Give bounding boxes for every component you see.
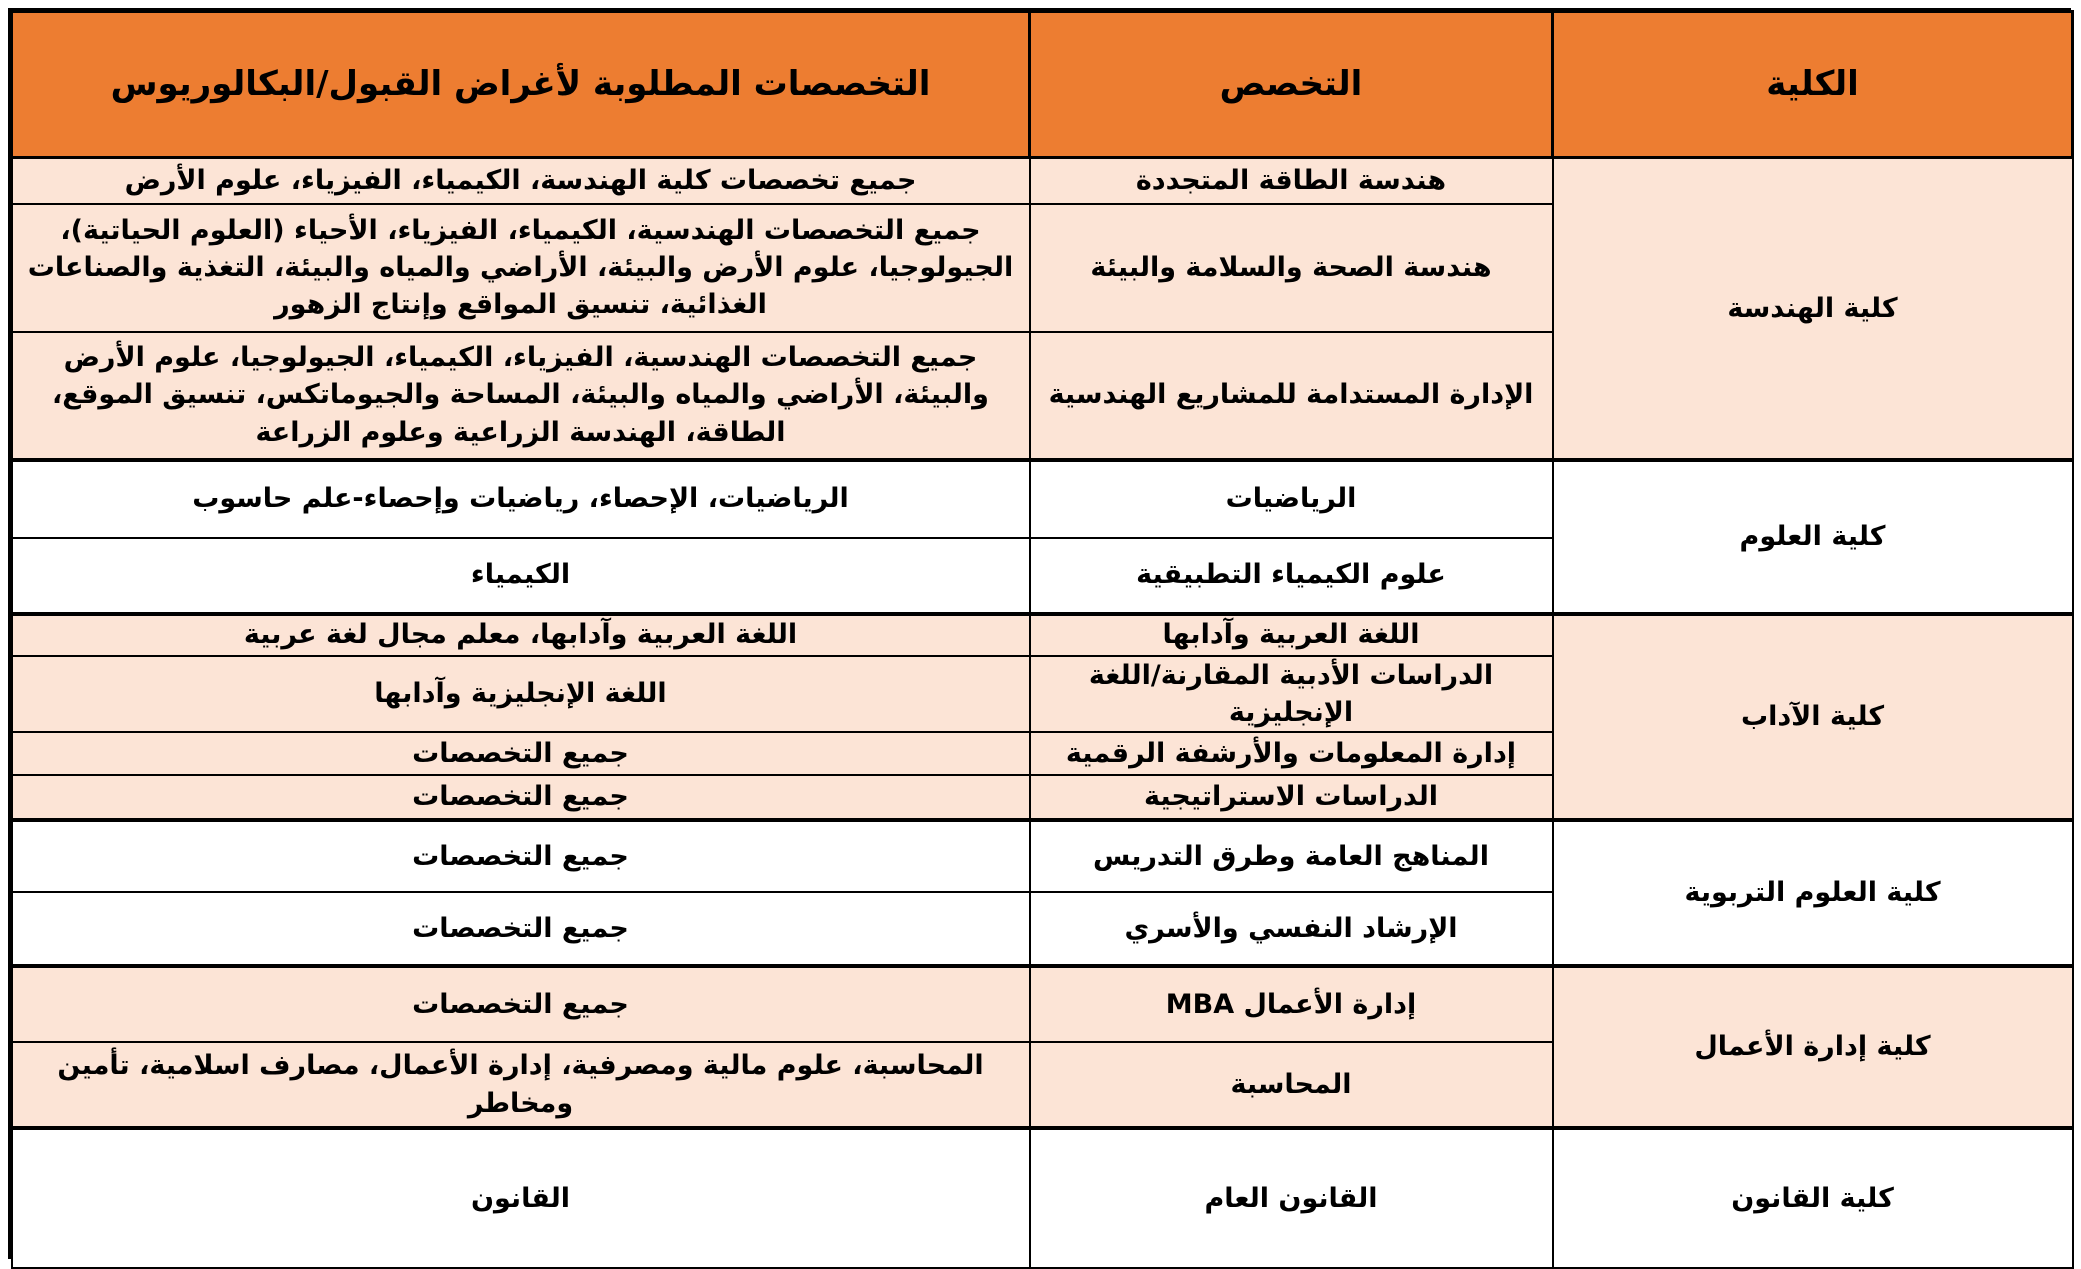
required-cell: جميع التخصصات الهندسية، الفيزياء، الكيمياء، الجيولوجيا، علوم الأرض والبيئة، الأراضي والمياه والبيئة، المساحة والجيوماتكس، تنسيق الموقع، الطاقة، الهندسة الزراعية وعلوم الزراعة: [12, 332, 1030, 460]
specialization-cell: إدارة الأعمال MBA: [1030, 966, 1553, 1042]
specialization-cell: المناهج العامة وطرق التدريس: [1030, 820, 1553, 892]
required-cell: جميع التخصصات: [12, 892, 1030, 966]
specialization-cell: هندسة الطاقة المتجددة: [1030, 158, 1553, 204]
specialization-cell: هندسة الصحة والسلامة والبيئة: [1030, 204, 1553, 332]
required-cell: اللغة العربية وآدابها، معلم مجال لغة عربية: [12, 614, 1030, 656]
header-specialization: التخصص: [1030, 12, 1553, 158]
specialization-cell: المحاسبة: [1030, 1042, 1553, 1128]
table-row: [12, 614, 2073, 656]
header-college: الكلية: [1553, 12, 2073, 158]
required-cell: القانون: [12, 1128, 1030, 1268]
required-cell: جميع التخصصات: [12, 775, 1030, 820]
specialization-cell: الدراسات الأدبية المقارنة/اللغة الإنجليزية: [1030, 656, 1553, 733]
specialization-cell: الدراسات الاستراتيجية: [1030, 775, 1553, 820]
specialization-cell: الإدارة المستدامة للمشاريع الهندسية: [1030, 332, 1553, 460]
required-cell: اللغة الإنجليزية وآدابها: [12, 656, 1030, 733]
required-cell: جميع تخصصات كلية الهندسة، الكيمياء، الفيزياء، علوم الأرض: [12, 158, 1030, 204]
required-cell: جميع التخصصات: [12, 732, 1030, 775]
specialization-cell: الرياضيات: [1030, 460, 1553, 538]
specialization-cell: الإرشاد النفسي والأسري: [1030, 892, 1553, 966]
college-cell: كلية الآداب: [1553, 614, 2073, 821]
college-cell: كلية القانون: [1553, 1128, 2073, 1268]
college-cell: كلية العلوم: [1553, 460, 2073, 614]
specialization-cell: اللغة العربية وآدابها: [1030, 614, 1553, 656]
required-cell: الكيمياء: [12, 538, 1030, 614]
required-cell: جميع التخصصات: [12, 820, 1030, 892]
required-cell: الرياضيات، الإحصاء، رياضيات وإحصاء-علم حاسوب: [12, 460, 1030, 538]
specialization-cell: علوم الكيمياء التطبيقية: [1030, 538, 1553, 614]
college-cell: كلية الهندسة: [1553, 158, 2073, 460]
table-row: [12, 820, 2073, 892]
specialization-cell: القانون العام: [1030, 1128, 1553, 1268]
college-cell: كلية إدارة الأعمال: [1553, 966, 2073, 1128]
admission-table: [10, 10, 2074, 1269]
header-required: التخصصات المطلوبة لأغراض القبول/البكالوريوس: [12, 12, 1030, 158]
table-row: [12, 1128, 2073, 1268]
required-cell: جميع التخصصات الهندسية، الكيمياء، الفيزياء، الأحياء (العلوم الحياتية)، الجيولوجيا، علوم الأرض والبيئة، الأراضي والمياه والبيئة، التغذية والصناعات الغذائية، تنسيق المواقع وإنتاج الزهور: [12, 204, 1030, 332]
specialization-cell: إدارة المعلومات والأرشفة الرقمية: [1030, 732, 1553, 775]
college-cell: كلية العلوم التربوية: [1553, 820, 2073, 966]
table-row: [12, 460, 2073, 538]
required-cell: جميع التخصصات: [12, 966, 1030, 1042]
table-row: [12, 966, 2073, 1042]
table-row: [12, 158, 2073, 204]
required-cell: المحاسبة، علوم مالية ومصرفية، إدارة الأعمال، مصارف اسلامية، تأمين ومخاطر: [12, 1042, 1030, 1128]
